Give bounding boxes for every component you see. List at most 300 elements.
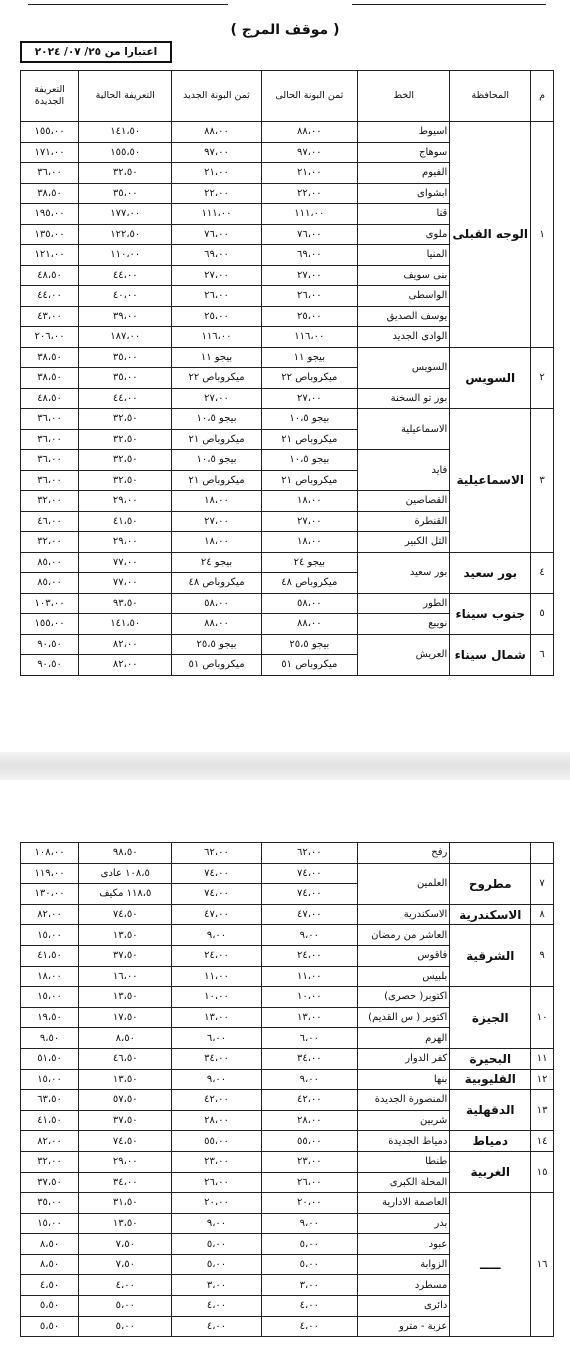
new-ticket-cell: ٨٨،٠٠ (172, 122, 261, 143)
current-ticket-cell: ٨٨،٠٠ (261, 614, 357, 635)
header-governorate: المحافظة (450, 71, 531, 122)
current-ticket-cell: ٢٧،٠٠ (261, 388, 357, 409)
new-fare-cell: ١٩٥،٠٠ (21, 204, 79, 225)
row-index: ٩ (531, 925, 554, 987)
governorate-cell: الاسكندرية (450, 904, 531, 925)
current-fare-cell: ٥٧،٥٠ (79, 1090, 172, 1111)
new-fare-cell: ١٥،٠٠ (21, 1213, 79, 1234)
governorate-cell: بور سعيد (450, 552, 531, 593)
line-cell: نويبع (358, 614, 450, 635)
current-fare-cell: ٣٢،٥٠ (79, 163, 172, 184)
current-fare-cell: ٢٩،٠٠ (79, 532, 172, 553)
governorate-cell: الغربية (450, 1151, 531, 1192)
line-cell: طنطا (358, 1151, 450, 1172)
new-fare-cell: ٣٨،٥٠ (21, 183, 79, 204)
new-ticket-cell: ٨٨،٠٠ (172, 614, 261, 635)
line-cell: ابشواى (358, 183, 450, 204)
new-ticket-cell: ٥،٠٠ (172, 1254, 261, 1275)
current-ticket-cell: ٩،٠٠ (261, 1213, 357, 1234)
line-cell: بنها (358, 1069, 450, 1090)
new-ticket-cell: ٣،٠٠ (172, 1275, 261, 1296)
row-index: ٦ (531, 634, 554, 675)
new-fare-cell: ١٧١،٠٠ (21, 142, 79, 163)
new-fare-cell: ٣٦،٠٠ (21, 429, 79, 450)
current-fare-cell: ٥،٠٠ (79, 1316, 172, 1337)
new-fare-cell: ٨٢،٠٠ (21, 1131, 79, 1152)
current-fare-cell: ١٦،٠٠ (79, 966, 172, 987)
new-fare-cell: ٣٥،٠٠ (21, 1193, 79, 1214)
new-ticket-cell: ٩،٠٠ (172, 925, 261, 946)
new-fare-cell: ٩،٥٠ (21, 1028, 79, 1049)
new-fare-cell: ٤٣،٠٠ (21, 306, 79, 327)
new-ticket-cell: ٢٤،٠٠ (172, 945, 261, 966)
current-fare-cell: ٧،٥٠ (79, 1254, 172, 1275)
line-cell: دمياط الجديدة (358, 1131, 450, 1152)
new-ticket-cell: ٢٧،٠٠ (172, 388, 261, 409)
governorate-cell: شمال سيناء (450, 634, 531, 675)
new-ticket-cell: ميكروباص ٥١ (172, 655, 261, 676)
new-fare-cell: ٣٦،٠٠ (21, 409, 79, 430)
current-ticket-cell: ١١١،٠٠ (261, 204, 357, 225)
current-fare-cell: ٩٨،٥٠ (79, 843, 172, 864)
current-fare-cell: ٤٠،٠٠ (79, 286, 172, 307)
effective-date-box: اعتبارا من ٢٥/ ٠٧/ ٢٠٢٤ (20, 41, 172, 63)
current-ticket-cell: ٢٨،٠٠ (261, 1110, 357, 1131)
new-fare-cell: ٣٨،٥٠ (21, 368, 79, 389)
current-ticket-cell: ٤٢،٠٠ (261, 1090, 357, 1111)
line-cell: قنا (358, 204, 450, 225)
governorate-cell: الوجه القبلى (450, 122, 531, 348)
new-ticket-cell: ميكروباص ٢١ (172, 470, 261, 491)
current-fare-cell: ٤٤،٠٠ (79, 388, 172, 409)
current-ticket-cell: ميكروباص ٢١ (261, 470, 357, 491)
current-ticket-cell: ٤،٠٠ (261, 1296, 357, 1317)
new-fare-cell: ١٥،٠٠ (21, 987, 79, 1008)
new-ticket-cell: ١١١،٠٠ (172, 204, 261, 225)
line-cell: عزبة - مترو (358, 1316, 450, 1337)
new-fare-cell: ٣٧،٥٠ (21, 1172, 79, 1193)
table-row (21, 593, 554, 614)
current-fare-cell: ١٣،٥٠ (79, 925, 172, 946)
new-fare-cell: ١٢١،٠٠ (21, 245, 79, 266)
new-ticket-cell: ٤،٠٠ (172, 1296, 261, 1317)
current-ticket-cell: ٩،٠٠ (261, 925, 357, 946)
new-ticket-cell: بيجو ٢٥،٥ (172, 634, 261, 655)
current-fare-cell: ١٥٥،٥٠ (79, 142, 172, 163)
current-ticket-cell: ٥،٠٠ (261, 1234, 357, 1255)
new-ticket-cell: ٦٩،٠٠ (172, 245, 261, 266)
new-ticket-cell: ٢٦،٠٠ (172, 1172, 261, 1193)
line-cell: القنطرة (358, 511, 450, 532)
line-cell: الواسطى (358, 286, 450, 307)
table-row (21, 552, 554, 573)
new-fare-cell: ٨،٥٠ (21, 1254, 79, 1275)
current-fare-cell: ١٣،٥٠ (79, 1069, 172, 1090)
new-ticket-cell: ٧٤،٠٠ (172, 884, 261, 905)
new-ticket-cell: ميكروباص ٤٨ (172, 573, 261, 594)
current-fare-cell: ٣٢،٥٠ (79, 450, 172, 471)
line-cell: بور سعيد (358, 552, 450, 593)
page-separator (0, 752, 570, 780)
header-new-ticket: ثمن البونة الجديد (172, 71, 261, 122)
new-fare-cell: ٢٠٦،٠٠ (21, 327, 79, 348)
new-ticket-cell: ٢٧،٠٠ (172, 511, 261, 532)
current-fare-cell: ٧٤،٥٠ (79, 904, 172, 925)
line-cell: الهرم (358, 1028, 450, 1049)
table-row (21, 904, 554, 925)
current-fare-cell: ٣٧،٥٠ (79, 1110, 172, 1131)
new-ticket-cell: ٥،٠٠ (172, 1234, 261, 1255)
current-fare-cell: ١٠٨،٥ عادى (79, 863, 172, 884)
current-fare-cell: ٧٤،٥٠ (79, 1131, 172, 1152)
current-ticket-cell: ٢٢،٠٠ (261, 183, 357, 204)
new-fare-cell: ١٥،٠٠ (21, 1069, 79, 1090)
table-row (21, 1069, 554, 1090)
current-ticket-cell: ٤٧،٠٠ (261, 904, 357, 925)
table-row (21, 1090, 554, 1111)
row-index: ١٣ (531, 1090, 554, 1131)
document-page-2 (0, 780, 570, 1368)
new-fare-cell: ٨٥،٠٠ (21, 573, 79, 594)
governorate-cell: السويس (450, 347, 531, 409)
new-fare-cell: ٤١،٥٠ (21, 1110, 79, 1131)
governorate-cell: البحيرة (450, 1048, 531, 1069)
current-ticket-cell: ٣،٠٠ (261, 1275, 357, 1296)
current-ticket-cell: ٢٦،٠٠ (261, 286, 357, 307)
new-fare-cell: ٣٦،٠٠ (21, 450, 79, 471)
new-ticket-cell: بيجو ١٠،٥ (172, 409, 261, 430)
new-ticket-cell: ٧٦،٠٠ (172, 224, 261, 245)
new-ticket-cell: ٣٤،٠٠ (172, 1048, 261, 1069)
new-fare-cell: ٩٠،٥٠ (21, 655, 79, 676)
new-ticket-cell: ٦٢،٠٠ (172, 843, 261, 864)
current-fare-cell: ٣١،٥٠ (79, 1193, 172, 1214)
current-ticket-cell: ١٠،٠٠ (261, 987, 357, 1008)
row-index: ١٠ (531, 987, 554, 1049)
current-fare-cell: ٣٧،٥٠ (79, 945, 172, 966)
table-row (21, 409, 554, 430)
current-ticket-cell: ٧٤،٠٠ (261, 884, 357, 905)
new-ticket-cell: ميكروباص ٢١ (172, 429, 261, 450)
new-ticket-cell: ١١،٠٠ (172, 966, 261, 987)
line-cell: العريش (358, 634, 450, 675)
current-fare-cell: ١١٨،٥ مكيف (79, 884, 172, 905)
table-row (21, 347, 554, 368)
current-fare-cell: ٩٣،٥٠ (79, 593, 172, 614)
line-cell: التل الكبير (358, 532, 450, 553)
table-row (21, 843, 554, 864)
line-cell: بدر (358, 1213, 450, 1234)
line-cell: مسطرد (358, 1275, 450, 1296)
governorate-cell: الشرقية (450, 925, 531, 987)
row-index: ١٥ (531, 1151, 554, 1192)
new-fare-cell: ٨٢،٠٠ (21, 904, 79, 925)
current-fare-cell: ١٧٧،٠٠ (79, 204, 172, 225)
current-fare-cell: ٨،٥٠ (79, 1028, 172, 1049)
new-fare-cell: ١٥٥،٠٠ (21, 614, 79, 635)
line-cell: بلبيس (358, 966, 450, 987)
current-ticket-cell: بيجو ١١ (261, 347, 357, 368)
line-cell: المنيا (358, 245, 450, 266)
current-ticket-cell: ٢٠،٠٠ (261, 1193, 357, 1214)
new-ticket-cell: ٢٨،٠٠ (172, 1110, 261, 1131)
current-ticket-cell: ٢٧،٠٠ (261, 511, 357, 532)
governorate-cell: الاسماعيلية (450, 409, 531, 553)
governorate-cell: الجيزة (450, 987, 531, 1049)
current-fare-cell: ٣٥،٠٠ (79, 347, 172, 368)
new-fare-cell: ١٣٥،٠٠ (21, 224, 79, 245)
current-fare-cell: ٧٧،٠٠ (79, 552, 172, 573)
current-ticket-cell: ٢٧،٠٠ (261, 265, 357, 286)
new-ticket-cell: ٥٨،٠٠ (172, 593, 261, 614)
line-cell: العاشر من رمضان (358, 925, 450, 946)
new-ticket-cell: ٩٧،٠٠ (172, 142, 261, 163)
current-ticket-cell: ٣٤،٠٠ (261, 1048, 357, 1069)
new-fare-cell: ٨،٥٠ (21, 1234, 79, 1255)
current-ticket-cell: بيجو ٢٤ (261, 552, 357, 573)
line-cell: سوهاج (358, 142, 450, 163)
line-cell: شربين (358, 1110, 450, 1131)
new-fare-cell: ١٥،٠٠ (21, 925, 79, 946)
new-fare-cell: ١٠٨،٠٠ (21, 843, 79, 864)
current-ticket-cell: ميكروباص ٥١ (261, 655, 357, 676)
row-index: ٧ (531, 863, 554, 904)
current-fare-cell: ٢٩،٠٠ (79, 491, 172, 512)
table-header-row (21, 71, 554, 122)
governorate-cell (450, 843, 531, 864)
row-index: ١٢ (531, 1069, 554, 1090)
new-fare-cell: ٨٥،٠٠ (21, 552, 79, 573)
new-fare-cell: ٣٦،٠٠ (21, 470, 79, 491)
new-fare-cell: ١١٩،٠٠ (21, 863, 79, 884)
new-fare-cell: ٣٢،٠٠ (21, 532, 79, 553)
line-cell: دائرى (358, 1296, 450, 1317)
current-ticket-cell: ميكروباص ٢٢ (261, 368, 357, 389)
row-index: ٢ (531, 347, 554, 409)
line-cell: يوسف الصديق (358, 306, 450, 327)
new-ticket-cell: ٩،٠٠ (172, 1069, 261, 1090)
current-fare-cell: ٨٢،٠٠ (79, 655, 172, 676)
table-row (21, 925, 554, 946)
current-fare-cell: ٤١،٥٠ (79, 511, 172, 532)
line-cell: المحلة الكبرى (358, 1172, 450, 1193)
current-fare-cell: ٥،٠٠ (79, 1296, 172, 1317)
current-fare-cell: ٤٦،٥٠ (79, 1048, 172, 1069)
current-fare-cell: ٤٤،٠٠ (79, 265, 172, 286)
new-ticket-cell: ١٨،٠٠ (172, 532, 261, 553)
row-index: ٤ (531, 552, 554, 593)
new-fare-cell: ٣٦،٠٠ (21, 163, 79, 184)
current-fare-cell: ٣٢،٥٠ (79, 470, 172, 491)
row-index: ٥ (531, 593, 554, 634)
line-cell: اكتوبر( حصرى) (358, 987, 450, 1008)
new-ticket-cell: ٤،٠٠ (172, 1316, 261, 1337)
current-ticket-cell: ميكروباص ٢١ (261, 429, 357, 450)
row-index: ١ (531, 122, 554, 348)
line-cell: العلمين (358, 863, 450, 904)
header-index: م (531, 71, 554, 122)
new-fare-cell: ١٥٥،٠٠ (21, 122, 79, 143)
governorate-cell: القليوبية (450, 1069, 531, 1090)
new-fare-cell: ٦٣،٥٠ (21, 1090, 79, 1111)
new-fare-cell: ٤٤،٠٠ (21, 286, 79, 307)
line-cell: الاسكندرية (358, 904, 450, 925)
header-line: الخط (358, 71, 450, 122)
line-cell: عبود (358, 1234, 450, 1255)
new-ticket-cell: ٢٧،٠٠ (172, 265, 261, 286)
new-fare-cell: ٣٢،٠٠ (21, 1151, 79, 1172)
new-ticket-cell: ٢١،٠٠ (172, 163, 261, 184)
table-row (21, 987, 554, 1008)
line-cell: الزوابة (358, 1254, 450, 1275)
new-fare-cell: ٩٠،٥٠ (21, 634, 79, 655)
new-ticket-cell: ميكروباص ٢٢ (172, 368, 261, 389)
current-fare-cell: ٣٥،٠٠ (79, 183, 172, 204)
header-current-fare: التعريفة الحالية (79, 71, 172, 122)
current-ticket-cell: ٦٩،٠٠ (261, 245, 357, 266)
new-ticket-cell: ٢٠،٠٠ (172, 1193, 261, 1214)
header-new-fare: التعريفة الجديدة (21, 71, 79, 122)
governorate-cell: دمياط (450, 1131, 531, 1152)
new-fare-cell: ٥،٥٠ (21, 1296, 79, 1317)
current-ticket-cell: ٢٣،٠٠ (261, 1151, 357, 1172)
current-ticket-cell: ٢٤،٠٠ (261, 945, 357, 966)
line-cell: الطور (358, 593, 450, 614)
governorate-cell: جنوب سيناء (450, 593, 531, 634)
new-fare-cell: ١٠٣،٠٠ (21, 593, 79, 614)
table-row (21, 863, 554, 884)
current-ticket-cell: ٢٦،٠٠ (261, 1172, 357, 1193)
current-fare-cell: ١٧،٥٠ (79, 1007, 172, 1028)
new-ticket-cell: بيجو ١٠،٥ (172, 450, 261, 471)
current-fare-cell: ٣٢،٥٠ (79, 409, 172, 430)
current-fare-cell: ١٢٢،٥٠ (79, 224, 172, 245)
new-fare-cell: ٥١،٥٠ (21, 1048, 79, 1069)
new-ticket-cell: ٢٦،٠٠ (172, 286, 261, 307)
line-cell: رفح (358, 843, 450, 864)
current-ticket-cell: بيجو ٢٥،٥ (261, 634, 357, 655)
current-ticket-cell: ميكروباص ٤٨ (261, 573, 357, 594)
line-cell: السويس (358, 347, 450, 388)
current-ticket-cell: ١٨،٠٠ (261, 532, 357, 553)
line-cell: الوادى الجديد (358, 327, 450, 348)
line-cell: كفر الدوار (358, 1048, 450, 1069)
new-fare-cell: ٣٨،٥٠ (21, 347, 79, 368)
line-cell: ملوى (358, 224, 450, 245)
top-rule-right (352, 4, 546, 5)
new-ticket-cell: ١٠،٠٠ (172, 987, 261, 1008)
line-cell: الفيوم (358, 163, 450, 184)
line-cell: بنى سويف (358, 265, 450, 286)
current-fare-cell: ٧،٥٠ (79, 1234, 172, 1255)
current-ticket-cell: ٦،٠٠ (261, 1028, 357, 1049)
current-ticket-cell: ٦٢،٠٠ (261, 843, 357, 864)
table-row (21, 1048, 554, 1069)
current-fare-cell: ٣٢،٥٠ (79, 429, 172, 450)
row-index (531, 843, 554, 864)
new-ticket-cell: ٢٣،٠٠ (172, 1151, 261, 1172)
new-fare-cell: ٣٢،٠٠ (21, 491, 79, 512)
governorate-cell: ـــــ (450, 1193, 531, 1337)
header-current-ticket: ثمن البونة الحالى (261, 71, 357, 122)
new-fare-cell: ٤٦،٠٠ (21, 511, 79, 532)
current-fare-cell: ٤،٠٠ (79, 1275, 172, 1296)
row-index: ٣ (531, 409, 554, 553)
governorate-cell: الدقهلية (450, 1090, 531, 1131)
current-ticket-cell: ٩،٠٠ (261, 1069, 357, 1090)
line-cell: اكتوبر ( س القديم) (358, 1007, 450, 1028)
current-ticket-cell: ١١،٠٠ (261, 966, 357, 987)
fares-table-part-1 (20, 70, 554, 676)
new-ticket-cell: ١٨،٠٠ (172, 491, 261, 512)
table-row (21, 634, 554, 655)
row-index: ٨ (531, 904, 554, 925)
row-index: ١٦ (531, 1193, 554, 1337)
table-row (21, 122, 554, 143)
new-ticket-cell: ٦،٠٠ (172, 1028, 261, 1049)
new-ticket-cell: ٤٢،٠٠ (172, 1090, 261, 1111)
new-fare-cell: ١٩،٥٠ (21, 1007, 79, 1028)
row-index: ١١ (531, 1048, 554, 1069)
new-ticket-cell: ٧٤،٠٠ (172, 863, 261, 884)
new-fare-cell: ١٣٠،٠٠ (21, 884, 79, 905)
governorate-cell: مطروح (450, 863, 531, 904)
new-fare-cell: ٤،٥٠ (21, 1275, 79, 1296)
current-ticket-cell: ٢٥،٠٠ (261, 306, 357, 327)
row-index: ١٤ (531, 1131, 554, 1152)
line-cell: اسيوط (358, 122, 450, 143)
new-ticket-cell: بيجو ١١ (172, 347, 261, 368)
line-cell: فايد (358, 450, 450, 491)
current-ticket-cell: بيجو ١٠،٥ (261, 450, 357, 471)
new-fare-cell: ٤١،٥٠ (21, 945, 79, 966)
top-rule-left (28, 4, 228, 5)
table-row (21, 1151, 554, 1172)
current-ticket-cell: ٥٥،٠٠ (261, 1131, 357, 1152)
current-fare-cell: ١٨٧،٠٠ (79, 327, 172, 348)
current-ticket-cell: ٧٦،٠٠ (261, 224, 357, 245)
new-ticket-cell: ١٣،٠٠ (172, 1007, 261, 1028)
current-ticket-cell: ١١٦،٠٠ (261, 327, 357, 348)
current-fare-cell: ١٣،٥٠ (79, 1213, 172, 1234)
current-ticket-cell: ٤،٠٠ (261, 1316, 357, 1337)
line-cell: فاقوس (358, 945, 450, 966)
current-ticket-cell: ١٨،٠٠ (261, 491, 357, 512)
new-fare-cell: ٤٨،٥٠ (21, 388, 79, 409)
current-fare-cell: ١٤١،٥٠ (79, 122, 172, 143)
current-ticket-cell: ٢١،٠٠ (261, 163, 357, 184)
current-fare-cell: ٨٢،٠٠ (79, 634, 172, 655)
line-cell: القصاصين (358, 491, 450, 512)
new-fare-cell: ١٨،٠٠ (21, 966, 79, 987)
new-ticket-cell: ٢٥،٠٠ (172, 306, 261, 327)
new-fare-cell: ٥،٥٠ (21, 1316, 79, 1337)
current-fare-cell: ١٣،٥٠ (79, 987, 172, 1008)
line-cell: بور تو السخنة (358, 388, 450, 409)
new-ticket-cell: ٤٧،٠٠ (172, 904, 261, 925)
current-ticket-cell: ٨٨،٠٠ (261, 122, 357, 143)
new-ticket-cell: ٢٢،٠٠ (172, 183, 261, 204)
page-title: ( موقف المرج ) (230, 22, 340, 38)
table-row (21, 1193, 554, 1214)
current-ticket-cell: ٧٤،٠٠ (261, 863, 357, 884)
new-ticket-cell: ٩،٠٠ (172, 1213, 261, 1234)
current-fare-cell: ٣٥،٠٠ (79, 368, 172, 389)
current-fare-cell: ٣٤،٠٠ (79, 1172, 172, 1193)
current-ticket-cell: بيجو ١٠،٥ (261, 409, 357, 430)
line-cell: الاسماعيلية (358, 409, 450, 450)
current-fare-cell: ٧٧،٠٠ (79, 573, 172, 594)
